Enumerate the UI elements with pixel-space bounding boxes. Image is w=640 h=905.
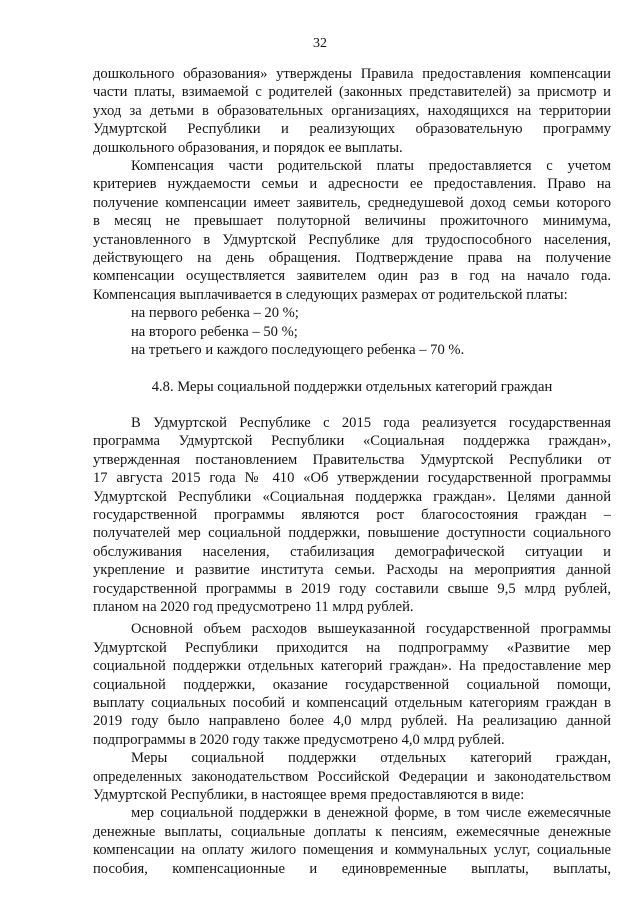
text-line: социальной поддержки отдельных категорий граждан». На предоставление мер xyxy=(93,658,611,675)
text-line: Удмуртской Республики приходится на подпрограмму «Развитие мер xyxy=(93,639,611,656)
paragraph-support-measures xyxy=(93,749,611,804)
paragraph-compensation-rules xyxy=(93,65,611,157)
text-line: 2019 году было направлено более 4,0 млрд рублей. На реализацию данной xyxy=(93,713,611,730)
section-heading: 4.8. Меры социальной поддержки отдельных категорий граждан xyxy=(151,378,553,395)
text-line: части платы, взимаемой с родителей (законных представителей) за присмотр и xyxy=(93,84,611,101)
text-line: определенных законодательством Российской Федерации и законодательством xyxy=(93,768,611,785)
text-line: дошкольного образования» утверждены Правила предоставления компенсации xyxy=(93,66,611,82)
list-item: на второго ребенка – 50 %; xyxy=(131,323,298,340)
text-line: компенсации на оплату жилого помещения и коммунальных услуг, социальные xyxy=(93,842,611,859)
text-line: Меры социальной поддержки отдельных категорий граждан, xyxy=(131,750,611,767)
text-line: утвержденная постановлением Правительства Удмуртской Республики от xyxy=(93,451,611,468)
text-line: уход за детьми в образовательных организациях, находящихся на территории xyxy=(93,102,611,119)
text-line: Компенсация выплачивается в следующих размерах от родительской платы: xyxy=(93,286,568,303)
compensation-rates-list xyxy=(93,304,611,359)
text-line: установленного в Удмуртской Республике для трудоспособного населения, xyxy=(93,231,611,248)
paragraph-state-program xyxy=(93,414,611,616)
text-line: Основной объем расходов вышеуказанной государственной программы xyxy=(131,621,611,638)
text-line: критериев нуждаемости семьи и адресности ее предоставления. Право на xyxy=(93,176,611,193)
list-item: на третьего и каждого последующего ребенка – 70 %. xyxy=(131,342,465,359)
text-line: Удмуртской Республики, в настоящее время предоставляются в виде: xyxy=(93,787,525,804)
text-line: программа Удмуртской Республики «Социальная поддержка граждан», xyxy=(93,433,611,450)
page-content xyxy=(93,65,611,878)
text-line: действующего на день обращения. Подтверждение права на получение xyxy=(93,250,611,267)
text-line: Удмуртской Республики и реализующих образовательную программу xyxy=(93,121,611,138)
text-line: 17 августа 2015 года № 410 «Об утверждении государственной программы xyxy=(93,470,611,487)
text-line: в месяц не превышает полуторной величины прожиточного минимума, xyxy=(93,213,611,230)
page-number: 32 xyxy=(313,36,327,51)
text-line: Удмуртской Республики «Социальная поддержка граждан». Целями данной xyxy=(93,488,611,505)
text-line: денежные выплаты, социальные доплаты к пенсиям, ежемесячные денежные xyxy=(93,823,611,840)
text-line: компенсации осуществляется заявителем один раз в год на начало года. xyxy=(93,268,611,285)
text-line: укрепление и развитие института семьи. Расходы на мероприятия данной xyxy=(93,562,611,579)
text-line: планом на 2020 год предусмотрено 11 млрд рублей. xyxy=(93,598,414,615)
text-line: получателей мер социальной поддержки, повышение доступности социального xyxy=(93,525,611,542)
text-line: обслуживания населения, стабилизация демографической ситуации и xyxy=(93,543,611,560)
text-line: мер социальной поддержки в денежной форме, в том числе ежемесячные xyxy=(131,805,611,822)
text-line: В Удмуртской Республике с 2015 года реализуется государственная xyxy=(131,414,611,431)
paragraph-monetary-measures xyxy=(93,804,611,878)
text-line: выплату социальных пособий и компенсаций отдельным категориям граждан в xyxy=(93,695,611,711)
text-line: дошкольного образования, и порядок ее выплаты. xyxy=(93,139,403,156)
paragraph-compensation-criteria xyxy=(93,157,611,304)
text-line: государственной программы являются рост благосостояния граждан – xyxy=(93,506,611,523)
text-line: подпрограммы в 2020 году также предусмотрено 4,0 млрд рублей. xyxy=(93,731,505,748)
list-item: на первого ребенка – 20 %; xyxy=(131,305,299,322)
paragraph-subprogram-expenses xyxy=(93,620,611,749)
text-line: социальной поддержки, оказание государственной социальной помощи, xyxy=(93,676,611,693)
text-line: пособия, компенсационные и единовременные выплаты, выплаты, xyxy=(93,860,611,877)
text-line: Компенсация части родительской платы предоставляется с учетом xyxy=(131,158,611,175)
text-line: государственной программы в 2019 году составили свыше 9,5 млрд рублей, xyxy=(93,580,611,597)
text-line: получение компенсации имеет заявитель, среднедушевой доход семьи которого xyxy=(93,194,611,211)
